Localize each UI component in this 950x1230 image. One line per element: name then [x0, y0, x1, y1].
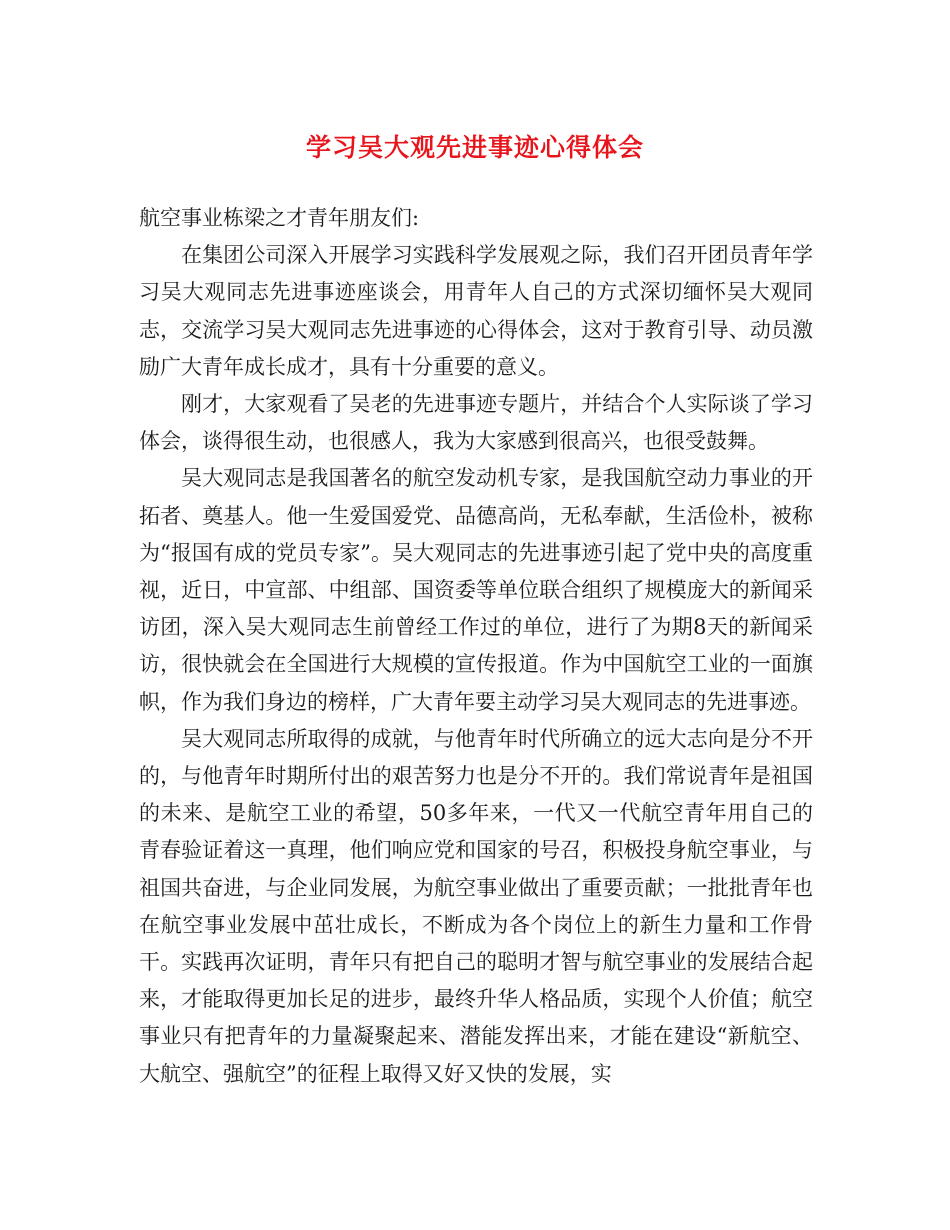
document-body: [139, 200, 813, 1093]
paragraph: 吴大观同志是我国著名的航空发动机专家，是我国航空动力事业的开拓者、奠基人。他一生爱国爱党、品德高尚，无私奉献，生活俭朴，被称为“报国有成的党员专家”。吴大观同志的先进事迹引起了党中央的高度重视，近日，中宣部、中组部、国资委等单位联合组织了规模庞大的新闻采访团，深入吴大观同志生前曾经工作过的单位，进行了为期8天的新闻采访，很快就会在全国进行大规模的宣传报道。作为中国航空工业的一面旗帜，作为我们身边的榜样，广大青年要主动学习吴大观同志的先进事迹。: [139, 466, 813, 714]
paragraph: 在集团公司深入开展学习实践科学发展观之际，我们召开团员青年学习吴大观同志先进事迹座谈会，用青年人自己的方式深切缅怀吴大观同志，交流学习吴大观同志先进事迹的心得体会，这对于教育引导、动员激励广大青年成长成才，具有十分重要的意义。: [139, 243, 813, 379]
paragraph: 吴大观同志所取得的成就，与他青年时代所确立的远大志向是分不开的，与他青年时期所付出的艰苦努力也是分不开的。我们常说青年是祖国的未来、是航空工业的希望，50多年来，一代又一代航空青年用自己的青春验证着这一真理，他们响应党和国家的号召，积极投身航空事业，与祖国共奋进，与企业同发展，为航空事业做出了重要贡献；一批批青年也在航空事业发展中茁壮成长，不断成为各个岗位上的新生力量和工作骨干。实践再次证明，青年只有把自己的聪明才智与航空事业的发展结合起来，才能取得更加长足的进步，最终升华人格品质，实现个人价值；航空事业只有把青年的力量凝聚起来、潜能发挥出来，才能在建设“新航空、大航空、强航空”的征程上取得又好又快的发展，实: [139, 726, 813, 1086]
salutation: 航空事业栋梁之才青年朋友们:: [139, 206, 420, 230]
paragraph: 刚才，大家观看了吴老的先进事迹专题片，并结合个人实际谈了学习体会，谈得很生动，也很感人，我为大家感到很高兴，也很受鼓舞。: [139, 392, 813, 454]
document-title: 学习吴大观先进事迹心得体会: [305, 133, 644, 162]
